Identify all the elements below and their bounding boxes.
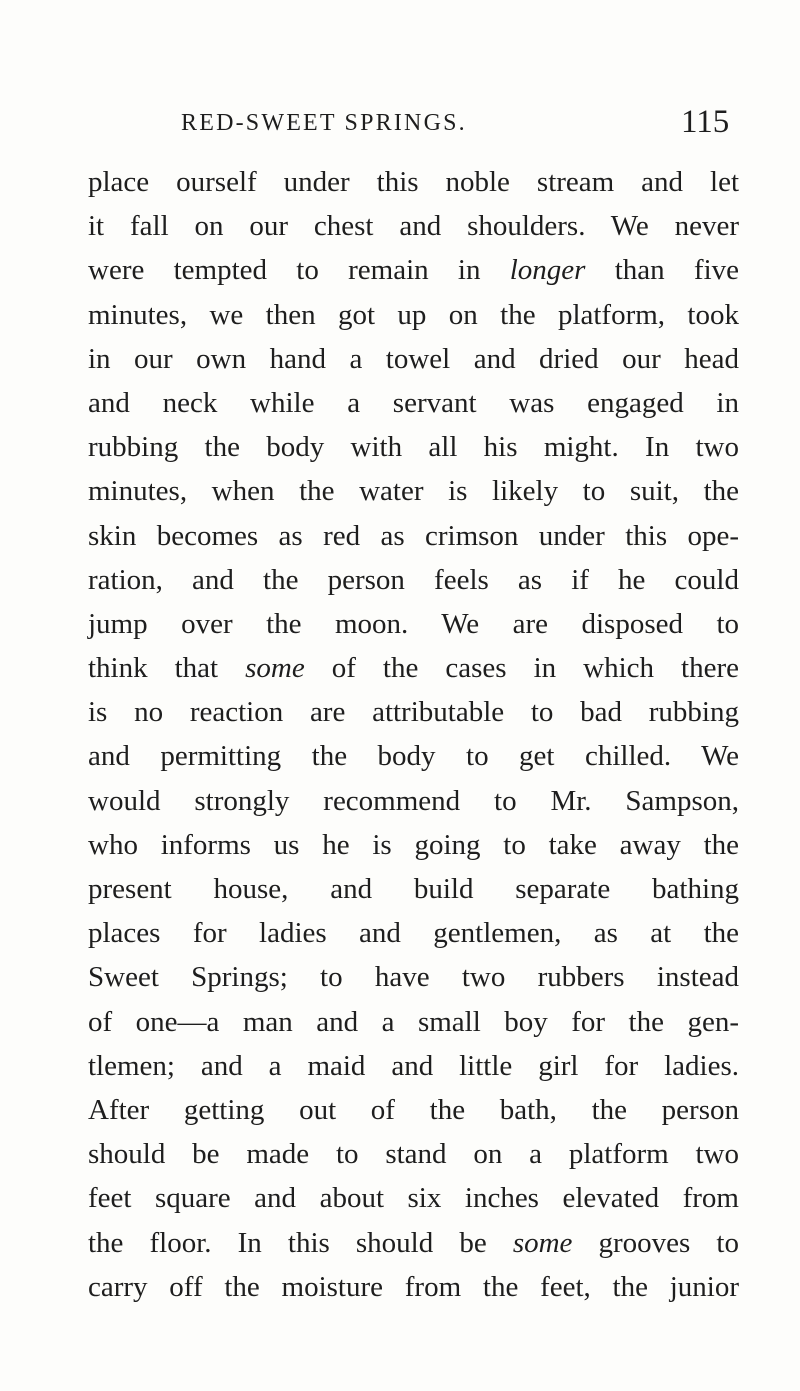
text-line: the floor. In this should be some grooves to [88,1226,739,1259]
running-head [0,104,800,144]
text-line: were tempted to remain in longer than five [88,254,740,287]
text-line: would strongly recommend to Mr. Sampson, [88,784,739,817]
emphasized-word: some [245,652,305,685]
text-line: of one—a man and a small boy for the gen- [88,1005,739,1038]
text-line: Sweet Springs; to have two rubbers instead [88,961,739,994]
emphasized-word: some [512,1226,573,1259]
text-line: is no reaction are attributable to bad rubbing [88,696,739,729]
text-line: it fall on our chest and shoulders. We never [88,210,739,243]
text-line: who informs us he is going to take away the [88,828,739,861]
text-line: think that some of the cases in which there [88,652,739,685]
text-line: and permitting the body to get chilled. We [88,740,739,773]
text-line: present house, and build separate bathing [88,873,739,905]
text-line: should be made to stand on a platform two [88,1138,739,1171]
text-line: in our own hand a towel and dried our head [88,342,739,375]
text-line: skin becomes as red as crimson under this ope- [88,519,739,552]
text-line: place ourself under this noble stream and let [88,166,739,198]
emphasized-word: longer [509,254,586,287]
text-line: minutes, we then got up on the platform, took [88,298,739,331]
text-line: tlemen; and a maid and little girl for ladies. [88,1049,739,1082]
text-line: jump over the moon. We are disposed to [88,607,739,640]
text-line: feet square and about six inches elevated from [88,1182,739,1215]
text-line: After getting out of the bath, the person [88,1093,739,1126]
text-line: places for ladies and gentlemen, as at the [88,917,739,950]
page-number: 115 [681,104,730,140]
running-title: RED-SWEET SPRINGS. [181,110,467,136]
body-text [88,160,739,1309]
text-line: rubbing the body with all his might. In two [88,431,739,464]
text-line: ration, and the person feels as if he could [88,563,739,596]
text-line: and neck while a servant was engaged in [88,386,739,419]
text-line: carry off the moisture from the feet, the junior [88,1270,739,1303]
text-line: minutes, when the water is likely to suit, the [88,475,739,508]
